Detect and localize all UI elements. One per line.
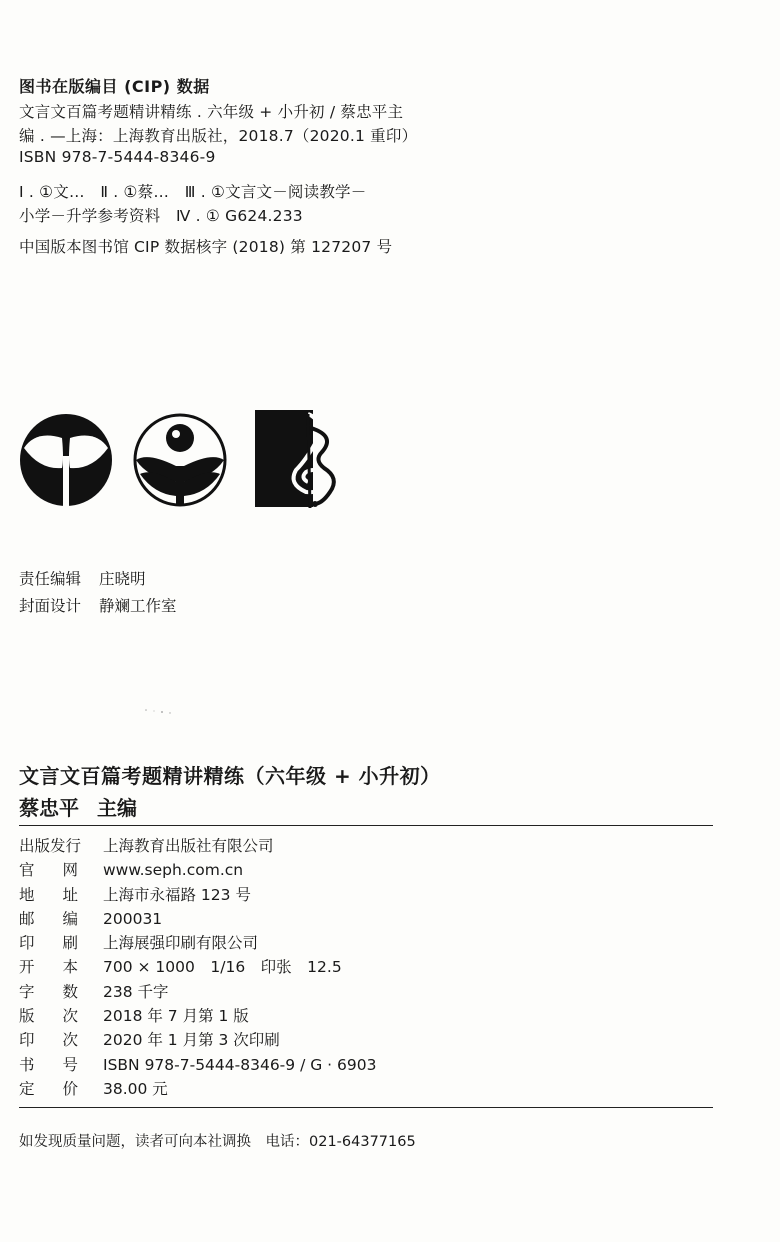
credit-value: 庄晓明 <box>99 570 146 588</box>
imprint-value: ISBN 978-7-5444-8346-9 / G · 6903 <box>103 1055 377 1074</box>
imprint-table <box>19 834 719 1101</box>
cip-title-line-1: 文言文百篇考题精讲精练 . 六年级 + 小升初 / 蔡忠平主 <box>19 103 404 121</box>
imprint-row-address <box>19 883 719 907</box>
imprint-row-postcode <box>19 907 719 931</box>
imprint-value: 200031 <box>103 909 163 928</box>
imprint-label: 印刷 <box>19 934 107 953</box>
cip-verification-number: 中国版本图书馆 CIP 数据核字 (2018) 第 127207 号 <box>19 238 393 256</box>
author-role: 主编 <box>97 796 137 820</box>
quality-notice: 如发现质量问题，读者可向本社调换 电话：021-64377165 <box>19 1134 416 1150</box>
imprint-label: 开本 <box>19 958 107 977</box>
imprint-label: 定价 <box>19 1079 107 1098</box>
imprint-label: 书号 <box>19 1055 107 1074</box>
imprint-value: 上海展强印刷有限公司 <box>103 934 259 953</box>
imprint-label: 字数 <box>19 982 107 1001</box>
imprint-value: 238 千字 <box>103 982 169 1001</box>
imprint-row-format <box>19 955 719 979</box>
credit-cover-design <box>19 594 177 616</box>
credit-label: 责任编辑 <box>19 570 82 588</box>
imprint-value: 38.00 元 <box>103 1079 168 1098</box>
imprint-label: 出版发行 <box>19 837 82 855</box>
imprint-value: 2018 年 7 月第 1 版 <box>103 1007 249 1026</box>
publisher-sun-sprout-logo-icon <box>135 415 225 506</box>
cip-isbn: ISBN 978-7-5444-8346-9 <box>19 148 216 166</box>
imprint-row-printer <box>19 931 719 955</box>
paper-speck <box>140 707 180 715</box>
author-name: 蔡忠平 <box>19 796 79 820</box>
divider-bottom <box>19 1107 713 1108</box>
credit-value: 静斓工作室 <box>99 597 177 615</box>
divider-top <box>19 825 713 826</box>
imprint-value: 2020 年 1 月第 3 次印刷 <box>103 1031 280 1050</box>
imprint-value: 上海市永福路 123 号 <box>103 885 251 904</box>
imprint-row-price <box>19 1077 719 1101</box>
imprint-label: 版次 <box>19 1007 107 1026</box>
cip-classification-line-1: Ⅰ . ①文… Ⅱ . ①蔡… Ⅲ . ①文言文－阅读教学－ <box>19 183 367 201</box>
imprint-label: 邮编 <box>19 909 107 928</box>
imprint-value: www.seph.com.cn <box>103 861 244 880</box>
cip-heading: 图书在版编目 (CIP) 数据 <box>19 77 210 96</box>
book-author <box>19 792 137 821</box>
imprint-row-word-count <box>19 980 719 1004</box>
imprint-label: 地址 <box>19 885 107 904</box>
cip-classification-line-2: 小学－升学参考资料 Ⅳ . ① G624.233 <box>19 207 303 225</box>
imprint-row-edition <box>19 1004 719 1028</box>
imprint-value: 上海教育出版社有限公司 <box>103 837 274 855</box>
credit-editor <box>19 567 146 589</box>
publisher-sprout-logo-icon <box>20 414 112 508</box>
credit-label: 封面设计 <box>19 597 82 615</box>
book-title: 文言文百篇考题精讲精练（六年级 + 小升初） <box>19 764 441 788</box>
treble-clef-logo-icon <box>255 410 334 508</box>
publisher-logos <box>18 408 338 512</box>
imprint-row-publisher <box>19 834 719 858</box>
imprint-value: 700 × 1000 1/16 印张 12.5 <box>103 958 342 977</box>
imprint-row-isbn <box>19 1053 719 1077</box>
imprint-label: 官网 <box>19 861 107 880</box>
imprint-row-website <box>19 858 719 882</box>
cip-title-line-2: 编 . —上海：上海教育出版社，2018.7（2020.1 重印） <box>19 127 418 145</box>
imprint-label: 印次 <box>19 1031 107 1050</box>
imprint-row-printing <box>19 1028 719 1052</box>
